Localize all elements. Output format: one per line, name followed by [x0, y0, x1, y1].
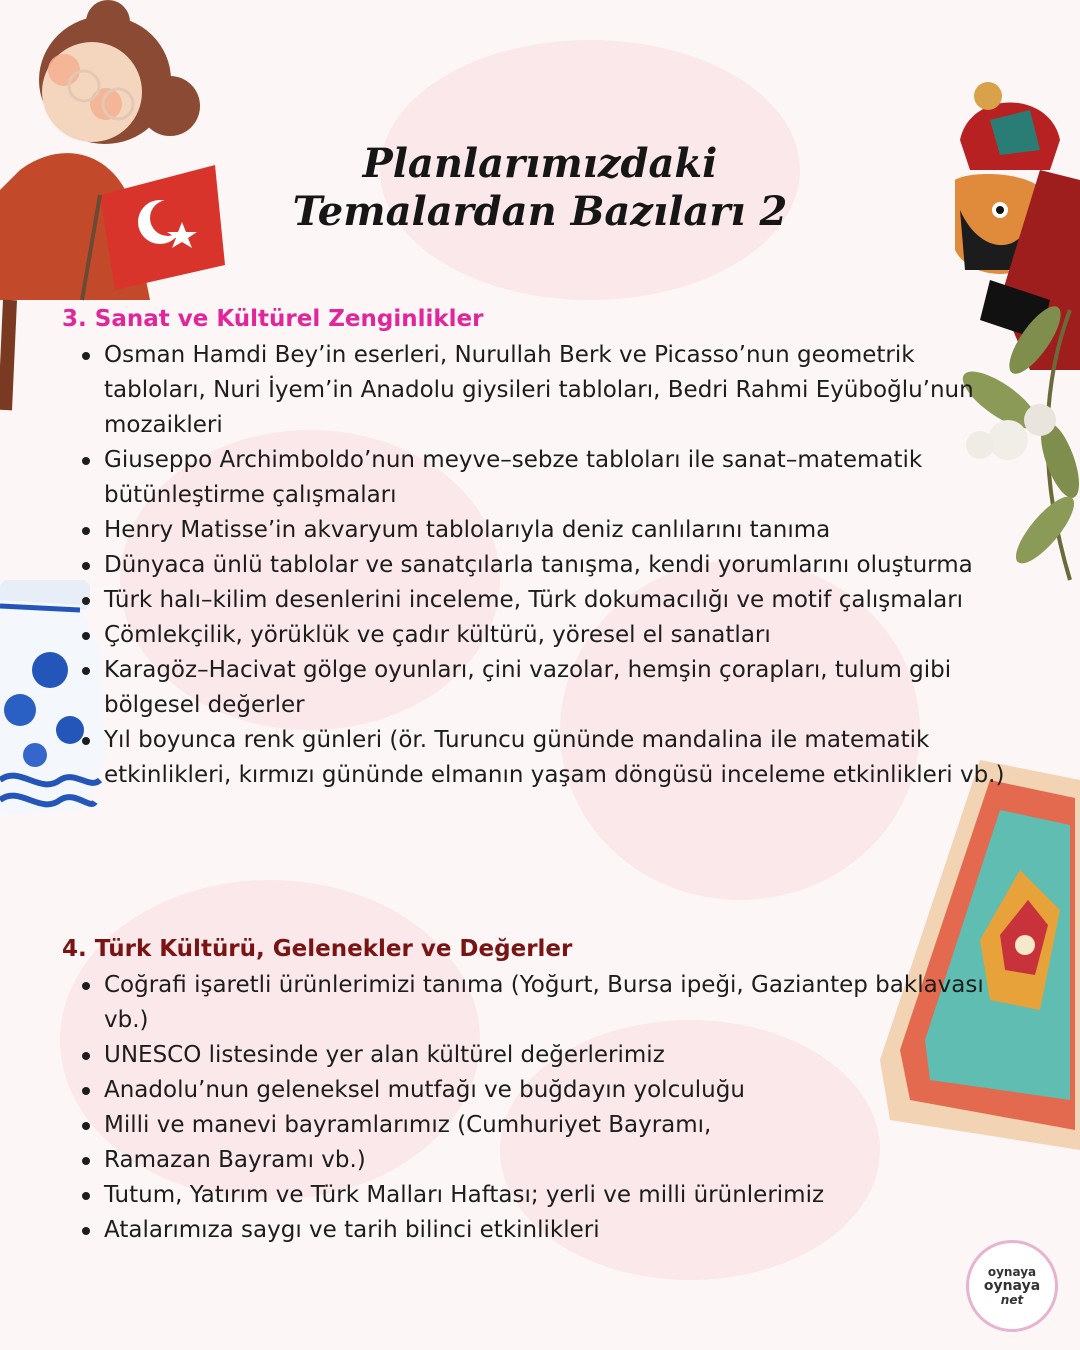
list-item: Anadolu’nun geleneksel mutfağı ve buğdayın yolculuğu	[62, 1073, 1022, 1108]
logo-text-line-1: oynaya	[987, 1265, 1037, 1279]
list-item: Giuseppo Archimboldo’nun meyve–sebze tabloları ile sanat–matematik bütünleştirme çalışmaları	[62, 443, 1022, 513]
logo-text-line-2: oynaya	[983, 1278, 1041, 1294]
section-heading: 3. Sanat ve Kültürel Zenginlikler	[62, 306, 484, 332]
page-title	[0, 140, 1080, 236]
list-item: Milli ve manevi bayramlarımız (Cumhuriyet Bayramı,	[62, 1108, 1022, 1143]
page-title-line-2: Temalardan Bazıları 2	[292, 188, 788, 235]
list-item: Karagöz–Hacivat gölge oyunları, çini vazolar, hemşin çorapları, tulum gibi bölgesel değerler	[62, 653, 1022, 723]
list-item: UNESCO listesinde yer alan kültürel değerlerimiz	[62, 1038, 1022, 1073]
list-item: Tutum, Yatırım ve Türk Malları Haftası; yerli ve milli ürünlerimiz	[62, 1178, 1022, 1213]
list-item: Dünyaca ünlü tablolar ve sanatçılarla tanışma, kendi yorumlarını oluşturma	[62, 548, 1022, 583]
page-title-line-1: Planlarımızdaki	[362, 140, 718, 187]
list-item: Türk halı–kilim desenlerini inceleme, Türk dokumacılığı ve motif çalışmaları	[62, 583, 1022, 618]
logo-text-line-3: net	[1000, 1293, 1024, 1307]
list-item: Yıl boyunca renk günleri (ör. Turuncu gününde mandalina ile matematik etkinlikleri, kırmızı gününde elmanın yaşam döngüsü inceleme etkinlikleri vb.)	[62, 723, 1022, 793]
list-item: Ramazan Bayramı vb.)	[62, 1143, 1022, 1178]
list-item: Henry Matisse’in akvaryum tablolarıyla deniz canlılarını tanıma	[62, 513, 1022, 548]
brand-logo	[966, 1240, 1058, 1332]
list-item: Osman Hamdi Bey’in eserleri, Nurullah Berk ve Picasso’nun geometrik tabloları, Nuri İyem’in Anadolu giysileri tabloları, Bedri Rahmi Eyüboğlu’nun mozaikleri	[62, 338, 1022, 443]
section-turkish-culture	[62, 934, 1022, 1248]
list-item: Çömlekçilik, yörüklük ve çadır kültürü, yöresel el sanatları	[62, 618, 1022, 653]
section-heading: 4. Türk Kültürü, Gelenekler ve Değerler	[62, 936, 573, 962]
bullet-list	[62, 338, 1022, 793]
bullet-list	[62, 968, 1022, 1248]
list-item: Atalarımıza saygı ve tarih bilinci etkinlikleri	[62, 1213, 1022, 1248]
list-item: Coğrafi işaretli ürünlerimizi tanıma (Yoğurt, Bursa ipeği, Gaziantep baklavası vb.)	[62, 968, 1022, 1038]
section-art-culture	[62, 304, 1022, 793]
